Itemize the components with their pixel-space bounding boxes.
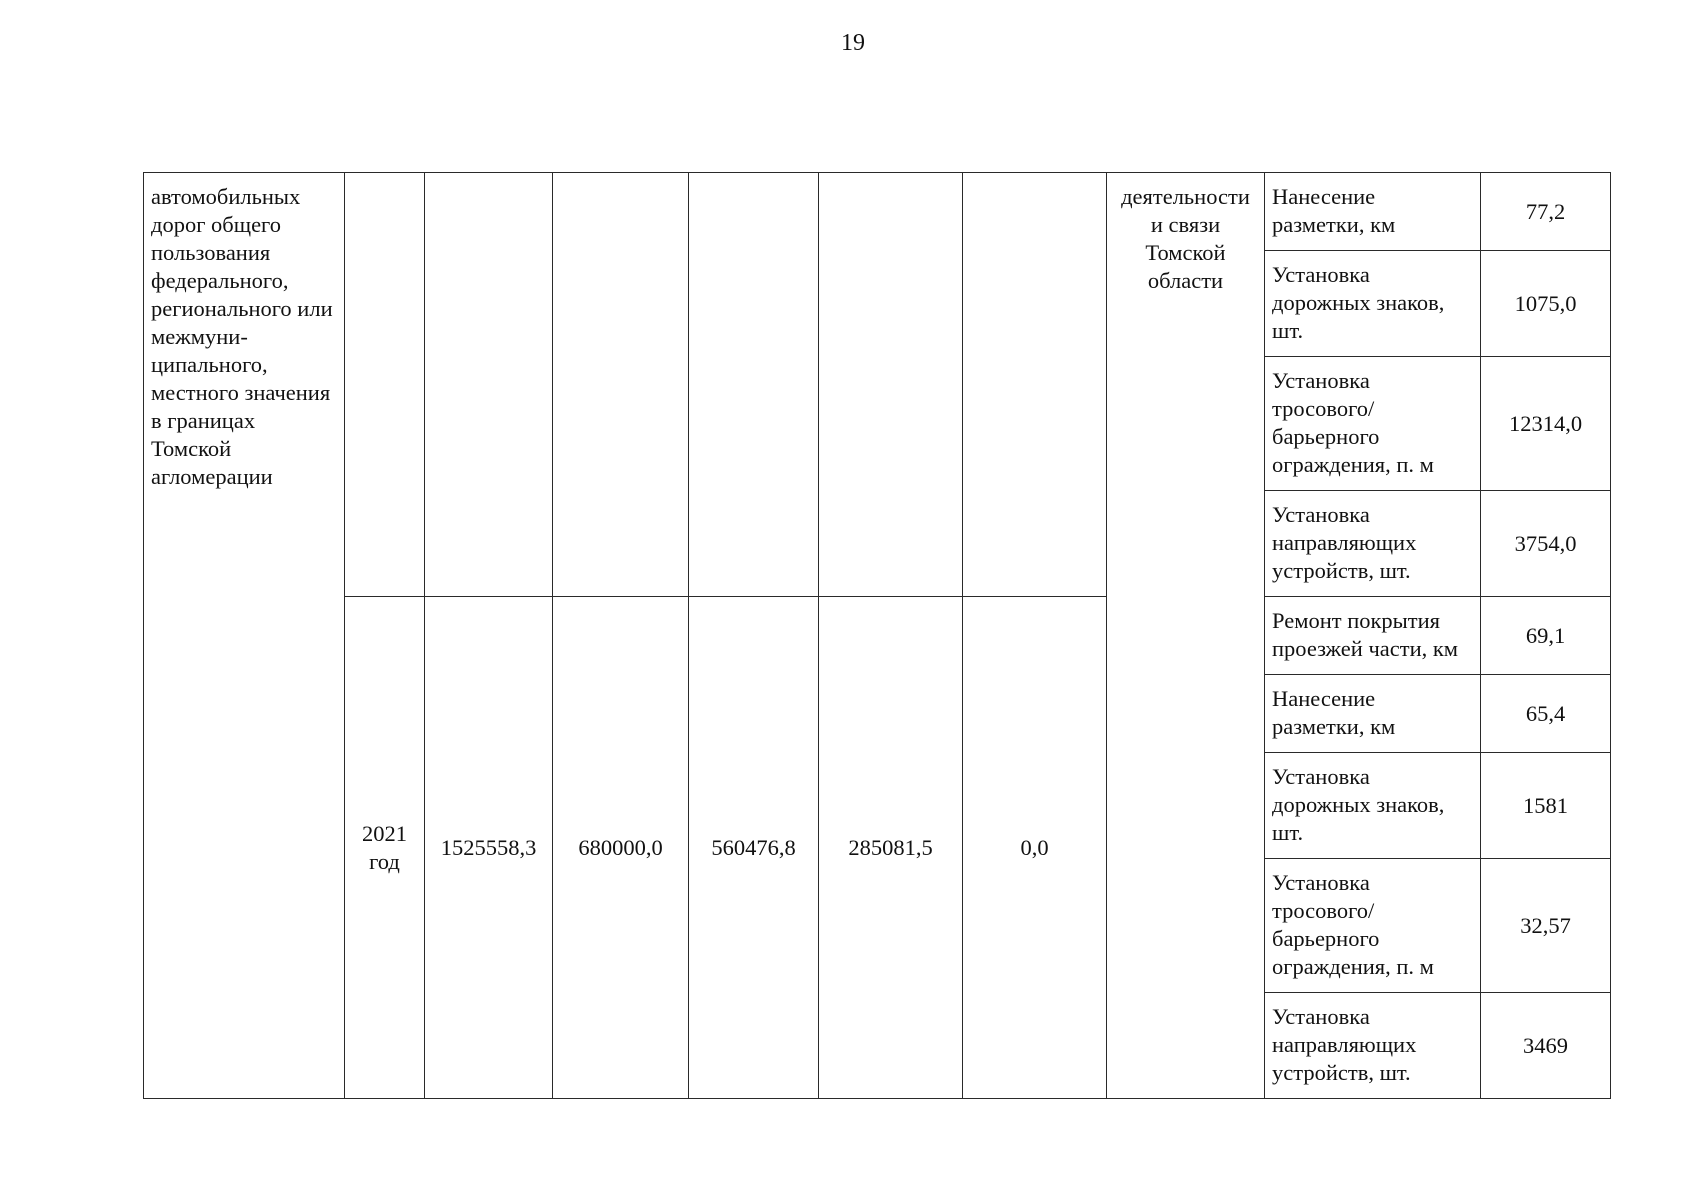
- year-cell-empty: [345, 173, 425, 597]
- indicator-value: 69,1: [1481, 597, 1611, 675]
- indicator-value: 1075,0: [1481, 251, 1611, 357]
- responsible-cell: [1107, 173, 1265, 1099]
- regional-cell-empty: [689, 173, 819, 597]
- indicator-value: 1581: [1481, 753, 1611, 859]
- local-cell: 285081,5: [819, 597, 963, 1099]
- indicator-value: 3754,0: [1481, 491, 1611, 597]
- indicator-name: Установка тросового/ барьерного ограждения, п. м: [1265, 859, 1481, 993]
- table-row: [144, 597, 1611, 675]
- year-cell: 2021 год: [345, 597, 425, 1099]
- page-number: 19: [841, 30, 865, 56]
- indicator-value: 65,4: [1481, 675, 1611, 753]
- indicator-value: 12314,0: [1481, 357, 1611, 491]
- indicator-name: Установка дорожных знаков, шт.: [1265, 753, 1481, 859]
- indicator-name: Нанесение разметки, км: [1265, 173, 1481, 251]
- local-cell-empty: [819, 173, 963, 597]
- object-description-cell: [144, 173, 345, 1099]
- indicator-name: Установка тросового/ барьерного ограждения, п. м: [1265, 357, 1481, 491]
- federal-cell-empty: [553, 173, 689, 597]
- total-cell: 1525558,3: [425, 597, 553, 1099]
- object-description: автомобильных дорог общего пользования федерального, регионального или межмуни-ципального, местного значения в границах Томской агломерации: [151, 184, 333, 489]
- indicator-value: 77,2: [1481, 173, 1611, 251]
- federal-cell: 680000,0: [553, 597, 689, 1099]
- other-cell: 0,0: [963, 597, 1107, 1099]
- total-cell-empty: [425, 173, 553, 597]
- other-cell-empty: [963, 173, 1107, 597]
- indicator-name: Установка направляющих устройств, шт.: [1265, 993, 1481, 1099]
- indicator-name: Нанесение разметки, км: [1265, 675, 1481, 753]
- indicator-name: Ремонт покрытия проезжей части, км: [1265, 597, 1481, 675]
- indicator-name: Установка направляющих устройств, шт.: [1265, 491, 1481, 597]
- indicator-value: 32,57: [1481, 859, 1611, 993]
- program-table: [143, 172, 1611, 1099]
- table-row: [144, 173, 1611, 251]
- indicator-value: 3469: [1481, 993, 1611, 1099]
- indicator-name: Установка дорожных знаков, шт.: [1265, 251, 1481, 357]
- responsible-text: деятельности и связи Томской области: [1121, 184, 1250, 293]
- regional-cell: 560476,8: [689, 597, 819, 1099]
